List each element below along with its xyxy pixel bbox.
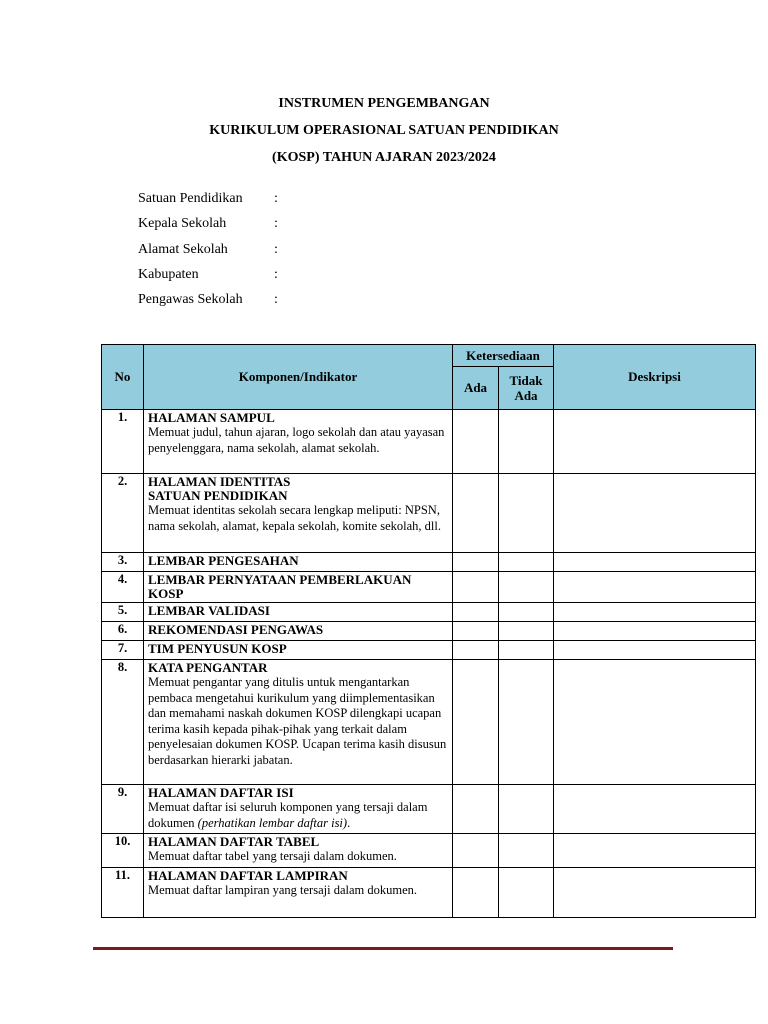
- table-row: [102, 834, 756, 868]
- row-title: HALAMAN IDENTITAS SATUAN PENDIDIKAN: [148, 474, 291, 503]
- table-row: [102, 553, 756, 572]
- row-indicator: [144, 474, 453, 553]
- cell-deskripsi[interactable]: [554, 603, 756, 622]
- cell-deskripsi[interactable]: [554, 410, 756, 474]
- row-indicator: [144, 410, 453, 474]
- field-separator: :: [274, 292, 278, 308]
- row-title: HALAMAN DAFTAR LAMPIRAN: [148, 868, 348, 883]
- row-description: Memuat judul, tahun ajaran, logo sekolah dan atau yayasan penyelenggara, nama sekolah, alamat sekolah.: [148, 425, 445, 455]
- row-indicator: [144, 572, 453, 603]
- field-kepala-sekolah: [138, 215, 278, 240]
- table-row: [102, 660, 756, 785]
- row-number: 4.: [102, 572, 144, 603]
- row-description-end: .: [347, 815, 351, 830]
- row-number: 11.: [102, 868, 144, 918]
- cell-deskripsi[interactable]: [554, 785, 756, 834]
- cell-deskripsi[interactable]: [554, 474, 756, 553]
- cell-tidak-ada[interactable]: [499, 868, 554, 918]
- table-row: [102, 641, 756, 660]
- header-tidak-ada: Tidak Ada: [499, 367, 554, 410]
- cell-tidak-ada[interactable]: [499, 572, 554, 603]
- header-deskripsi: Deskripsi: [554, 345, 756, 410]
- cell-deskripsi[interactable]: [554, 641, 756, 660]
- row-description: [148, 800, 448, 831]
- field-separator: :: [274, 216, 278, 232]
- row-description: Memuat daftar lampiran yang tersaji dalam dokumen.: [148, 883, 418, 897]
- header-ada: Ada: [453, 367, 499, 410]
- cell-tidak-ada[interactable]: [499, 553, 554, 572]
- table-row: [102, 622, 756, 641]
- footer-divider: [93, 947, 673, 950]
- cell-ada[interactable]: [453, 410, 499, 474]
- cell-tidak-ada[interactable]: [499, 641, 554, 660]
- row-number: 9.: [102, 785, 144, 834]
- row-title: KATA PENGANTAR: [148, 660, 268, 675]
- field-separator: :: [274, 266, 278, 282]
- row-title: HALAMAN DAFTAR TABEL: [148, 834, 320, 849]
- field-kabupaten: [138, 266, 278, 291]
- cell-tidak-ada[interactable]: [499, 660, 554, 785]
- cell-deskripsi[interactable]: [554, 868, 756, 918]
- cell-tidak-ada[interactable]: [499, 603, 554, 622]
- cell-deskripsi[interactable]: [554, 572, 756, 603]
- table-row: [102, 603, 756, 622]
- table-row: [102, 410, 756, 474]
- cell-ada[interactable]: [453, 474, 499, 553]
- cell-ada[interactable]: [453, 641, 499, 660]
- cell-tidak-ada[interactable]: [499, 622, 554, 641]
- table-row: [102, 785, 756, 834]
- row-title: TIM PENYUSUN KOSP: [148, 641, 287, 656]
- field-label: Kepala Sekolah: [138, 216, 227, 232]
- field-separator: :: [274, 241, 278, 257]
- cell-ada[interactable]: [453, 785, 499, 834]
- header-komponen: Komponen/Indikator: [144, 345, 453, 410]
- document-title-line3: (KOSP) TAHUN AJARAN 2023/2024: [272, 150, 496, 165]
- field-label: Alamat Sekolah: [138, 241, 228, 257]
- row-title: LEMBAR PERNYATAAN PEMBERLAKUAN KOSP: [148, 572, 412, 601]
- cell-tidak-ada[interactable]: [499, 785, 554, 834]
- table-row: [102, 572, 756, 603]
- row-indicator: [144, 834, 453, 868]
- cell-deskripsi[interactable]: [554, 834, 756, 868]
- row-indicator: [144, 641, 453, 660]
- row-number: 3.: [102, 553, 144, 572]
- cell-ada[interactable]: [453, 834, 499, 868]
- row-number: 5.: [102, 603, 144, 622]
- header-no: No: [102, 345, 144, 410]
- cell-ada[interactable]: [453, 603, 499, 622]
- cell-tidak-ada[interactable]: [499, 474, 554, 553]
- field-label: Kabupaten: [138, 266, 199, 282]
- field-separator: :: [274, 191, 278, 206]
- row-number: 2.: [102, 474, 144, 553]
- header-ketersediaan: Ketersediaan: [453, 345, 554, 367]
- row-title: REKOMENDASI PENGAWAS: [148, 622, 324, 637]
- cell-deskripsi[interactable]: [554, 553, 756, 572]
- row-indicator: [144, 553, 453, 572]
- row-description: Memuat daftar tabel yang tersaji dalam dokumen.: [148, 849, 397, 863]
- cell-deskripsi[interactable]: [554, 660, 756, 785]
- table-row: [102, 474, 756, 553]
- row-number: 1.: [102, 410, 144, 474]
- row-title: HALAMAN DAFTAR ISI: [148, 785, 294, 800]
- identity-fields: [138, 190, 278, 316]
- field-pengawas-sekolah: [138, 291, 278, 316]
- cell-ada[interactable]: [453, 553, 499, 572]
- row-number: 6.: [102, 622, 144, 641]
- cell-ada[interactable]: [453, 868, 499, 918]
- document-title-line1: INSTRUMEN PENGEMBANGAN: [278, 96, 490, 111]
- row-indicator: [144, 603, 453, 622]
- cell-ada[interactable]: [453, 572, 499, 603]
- cell-tidak-ada[interactable]: [499, 834, 554, 868]
- row-description-text: Memuat daftar isi seluruh komponen yang tersaji dalam dokumen: [148, 800, 428, 830]
- table-row: [102, 868, 756, 918]
- row-description: Memuat identitas sekolah secara lengkap meliputi: NPSN, nama sekolah, alamat, kepala sekolah, komite sekolah, dll.: [148, 503, 441, 533]
- cell-ada[interactable]: [453, 660, 499, 785]
- row-indicator: [144, 660, 453, 785]
- cell-ada[interactable]: [453, 622, 499, 641]
- field-alamat-sekolah: [138, 241, 278, 266]
- row-number: 10.: [102, 834, 144, 868]
- row-title: LEMBAR VALIDASI: [148, 603, 270, 618]
- row-indicator: [144, 868, 453, 918]
- field-satuan-pendidikan: [138, 190, 278, 215]
- row-title: HALAMAN SAMPUL: [148, 410, 275, 425]
- row-number: 7.: [102, 641, 144, 660]
- document-title-line2: KURIKULUM OPERASIONAL SATUAN PENDIDIKAN: [209, 123, 559, 138]
- cell-tidak-ada[interactable]: [499, 410, 554, 474]
- row-description: Memuat pengantar yang ditulis untuk mengantarkan pembaca mengetahui kurikulum yang diimplementasikan dan memahami naskah dokumen KOSP dilengkapi ucapan terima kasih kepada pihak-pihak yang terkait dalam penyelesaian dokumen KOSP. Ucapan terima kasih disusun berdasarkan hierarki jabatan.: [148, 675, 447, 767]
- row-description-italic: (perhatikan lembar daftar isi): [197, 815, 348, 830]
- cell-deskripsi[interactable]: [554, 622, 756, 641]
- kosp-instrument-table: [101, 344, 756, 918]
- row-indicator: [144, 785, 453, 834]
- row-title: LEMBAR PENGESAHAN: [148, 553, 299, 568]
- row-indicator: [144, 622, 453, 641]
- field-label: Pengawas Sekolah: [138, 292, 243, 308]
- field-label: Satuan Pendidikan: [138, 191, 243, 206]
- row-number: 8.: [102, 660, 144, 785]
